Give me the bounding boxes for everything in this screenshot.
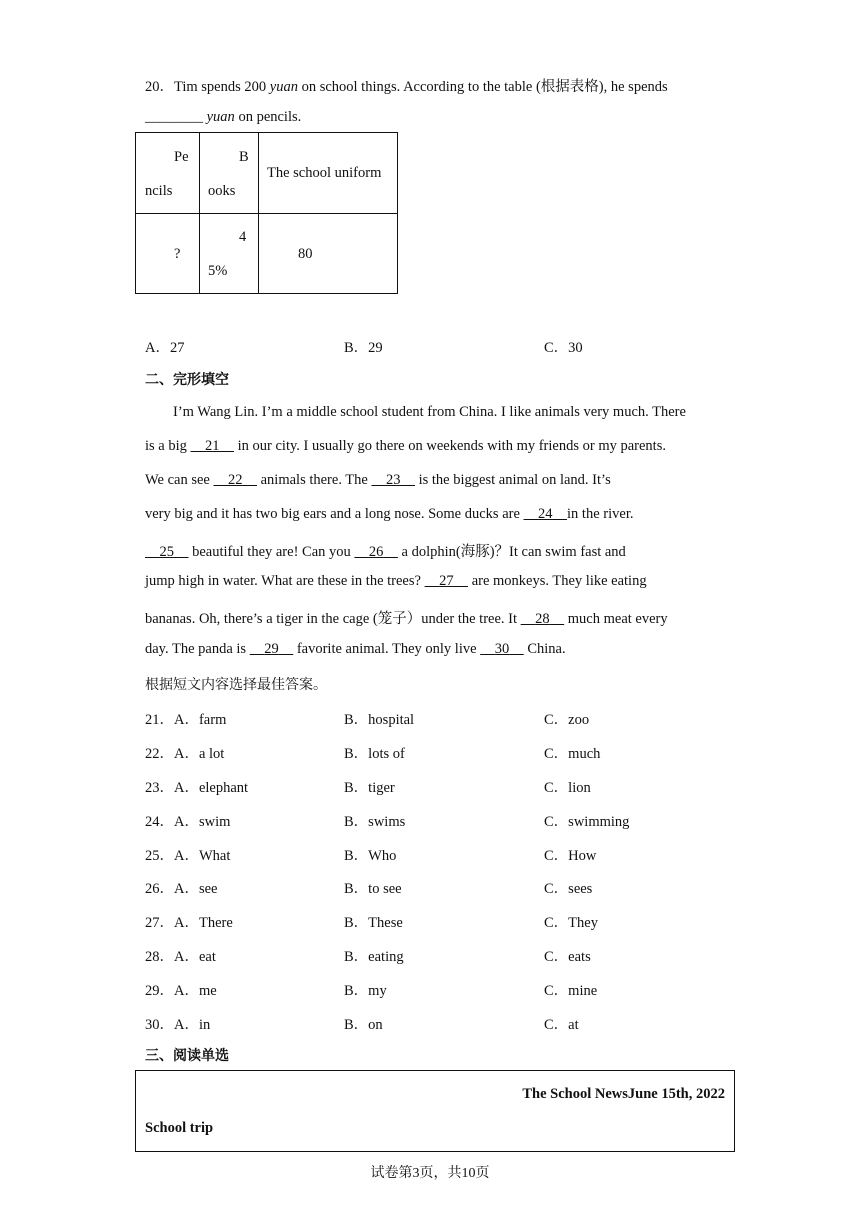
option-a[interactable]: 30．A．in [145, 1017, 211, 1033]
question-row [145, 844, 745, 864]
question-row [145, 911, 745, 931]
option-c[interactable]: C．How [544, 848, 597, 864]
passage-line: 25 beautiful they are! Can you 26 a dolphin(海豚)？It can swim fast and [145, 540, 626, 561]
option-a[interactable]: 29．A．me [145, 983, 217, 999]
option-c[interactable]: C．eats [544, 949, 591, 965]
section-heading-reading: 三、阅读单选 [145, 1048, 229, 1064]
blank-28: 28 [535, 611, 550, 627]
blank-29: 29 [264, 641, 279, 657]
question-row [145, 1013, 745, 1033]
blank-24: 24 [538, 506, 553, 522]
passage-line: day. The panda is 29 favorite animal. They only live 30 China. [145, 641, 566, 657]
option-b[interactable]: B．eating [344, 949, 404, 965]
option-a[interactable]: A．27 [145, 340, 185, 356]
section-heading-cloze: 二、完形填空 [145, 372, 229, 388]
blank-27: 27 [439, 573, 454, 589]
passage-line: jump high in water. What are these in the trees? 27 are monkeys. They like eating [145, 573, 647, 589]
q20-options [145, 336, 745, 356]
option-a[interactable]: 23．A．elephant [145, 780, 249, 796]
option-a[interactable]: 22．A．a lot [145, 746, 225, 762]
header-pencils: Pe ncils [136, 133, 200, 214]
value-pencils: ? [136, 214, 200, 294]
value-uniform: 80 [259, 214, 398, 294]
passage-line: We can see 22 animals there. The 23 is the biggest animal on land. It’s [145, 472, 611, 488]
question-row [145, 877, 745, 897]
option-b[interactable]: B．29 [344, 340, 383, 356]
passage-line: is a big 21 in our city. I usually go there on weekends with my friends or my parents. [145, 438, 666, 454]
blank-30: 30 [494, 641, 510, 657]
blank-25: 25 [159, 544, 174, 560]
option-a[interactable]: 27．A．There [145, 915, 233, 931]
option-b[interactable]: B．hospital [344, 712, 415, 728]
option-c[interactable]: C．at [544, 1017, 579, 1033]
blank-23: 23 [385, 472, 401, 488]
cloze-instruction: 根据短文内容选择最佳答案。 [145, 677, 327, 693]
q20-table [135, 132, 398, 294]
option-a[interactable]: 25．A．What [145, 848, 231, 864]
option-b[interactable]: B．lots of [344, 746, 405, 762]
question-row [145, 810, 745, 830]
passage-line: very big and it has two big ears and a long nose. Some ducks are 24 in the river. [145, 506, 634, 522]
question-row [145, 945, 745, 965]
passage-line: I’m Wang Lin. I’m a middle school student from China. I like animals very much. There [173, 404, 686, 420]
answer-blank: ________ [145, 109, 203, 125]
header-books: B ooks [200, 133, 259, 214]
option-c[interactable]: C．swimming [544, 814, 630, 830]
option-c[interactable]: C．sees [544, 881, 593, 897]
option-c[interactable]: C．30 [544, 340, 583, 356]
q20-stem-line2: ________ yuan on pencils. [145, 109, 302, 125]
question-row [145, 708, 745, 728]
option-c[interactable]: C．much [544, 746, 601, 762]
blank-26: 26 [368, 544, 384, 560]
option-a[interactable]: 24．A．swim [145, 814, 231, 830]
option-b[interactable]: B．to see [344, 881, 402, 897]
option-c[interactable]: C．mine [544, 983, 598, 999]
news-header: The School NewsJune 15th, 2022 [522, 1086, 725, 1102]
option-a[interactable]: 21．A．farm [145, 712, 227, 728]
blank-22: 22 [227, 472, 243, 488]
blank-21: 21 [205, 438, 220, 454]
option-c[interactable]: C．zoo [544, 712, 590, 728]
q20-stem-line1: 20．Tim spends 200 yuan on school things. According to the table (根据表格), he spends [145, 79, 668, 95]
option-c[interactable]: C．They [544, 915, 598, 931]
trip-title: School trip [145, 1120, 214, 1136]
option-b[interactable]: B．Who [344, 848, 397, 864]
option-c[interactable]: C．lion [544, 780, 591, 796]
option-b[interactable]: B．my [344, 983, 387, 999]
option-b[interactable]: B．swims [344, 814, 406, 830]
option-a[interactable]: 26．A．see [145, 881, 218, 897]
page-footer: 试卷第3页，共10页 [370, 1166, 490, 1181]
value-books: 4 5% [200, 214, 259, 294]
news-box [135, 1070, 735, 1152]
question-row [145, 979, 745, 999]
option-a[interactable]: 28．A．eat [145, 949, 216, 965]
question-row [145, 776, 745, 796]
question-row [145, 742, 745, 762]
passage-line: bananas. Oh, there’s a tiger in the cage (笼子）under the tree. It 28 much meat every [145, 611, 668, 627]
option-b[interactable]: B．on [344, 1017, 383, 1033]
option-b[interactable]: B．These [344, 915, 403, 931]
header-uniform: The school uniform [259, 133, 398, 214]
option-b[interactable]: B．tiger [344, 780, 395, 796]
